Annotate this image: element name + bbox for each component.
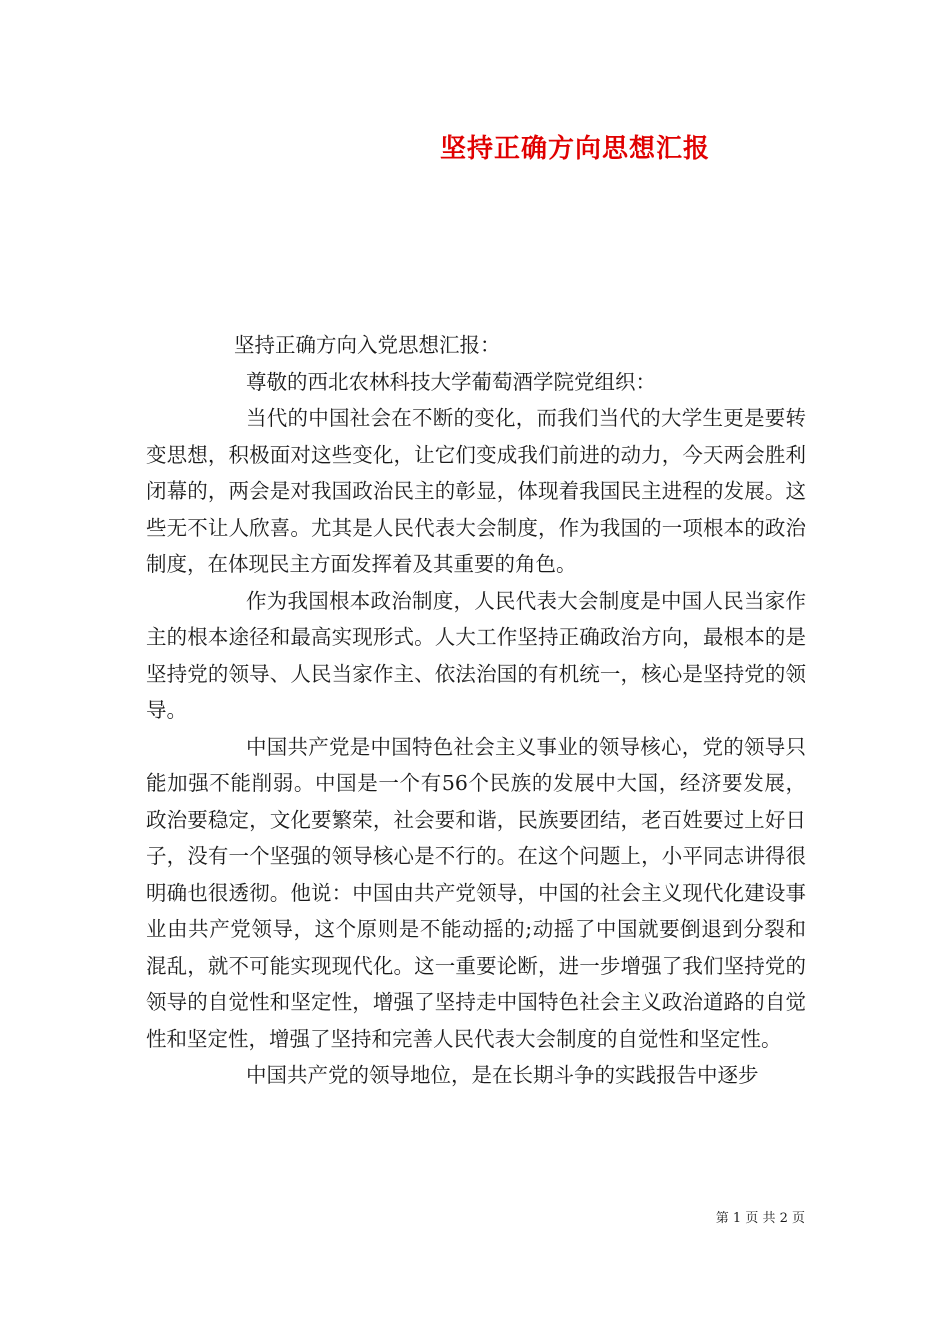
paragraph: 作为我国根本政治制度，人民代表大会制度是中国人民当家作主的根本途径和最高实现形式。人大工作坚持正确政治方向，最根本的是坚持党的领导、人民当家作主、依法治国的有机统一，核心是坚持党的领导。 (146, 588, 806, 722)
paragraph: 中国共产党的领导地位，是在长期斗争的实践报告中逐步 (246, 1063, 759, 1087)
page-number-footer: 第 1 页 共 2 页 (715, 1211, 805, 1226)
document-body (146, 327, 806, 1094)
salutation: 坚持正确方向入党思想汇报： (234, 333, 501, 357)
paragraph: 中国共产党是中国特色社会主义事业的领导核心，党的领导只能加强不能削弱。中国是一个有56个民族的发展中大国，经济要发展，政治要稳定，文化要繁荣，社会要和谐，民族要团结，老百姓要过上好日子，没有一个坚强的领导核心是不行的。在这个问题上，小平同志讲得很明确也很透彻。他说：中国由共产党领导，中国的社会主义现代化建设事业由共产党领导，这个原则是不能动摇的;动摇了中国就要倒退到分裂和混乱，就不可能实现现代化。这一重要论断，进一步增强了我们坚持党的领导的自觉性和坚定性，增强了坚持走中国特色社会主义政治道路的自觉性和坚定性，增强了坚持和完善人民代表大会制度的自觉性和坚定性。 (146, 734, 806, 1051)
document-title: 坚持正确方向思想汇报 (439, 134, 710, 164)
addressee: 尊敬的西北农林科技大学葡萄酒学院党组织： (246, 369, 656, 394)
paragraph: 当代的中国社会在不断的变化，而我们当代的大学生更是要转变思想，积极面对这些变化，让它们变成我们前进的动力，今天两会胜利闭幕的，两会是对我国政治民主的彰显，体现着我国民主进程的发展。这些无不让人欣喜。尤其是人民代表大会制度，作为我国的一项根本的政治制度，在体现民主方面发挥着及其重要的角色。 (146, 406, 806, 576)
